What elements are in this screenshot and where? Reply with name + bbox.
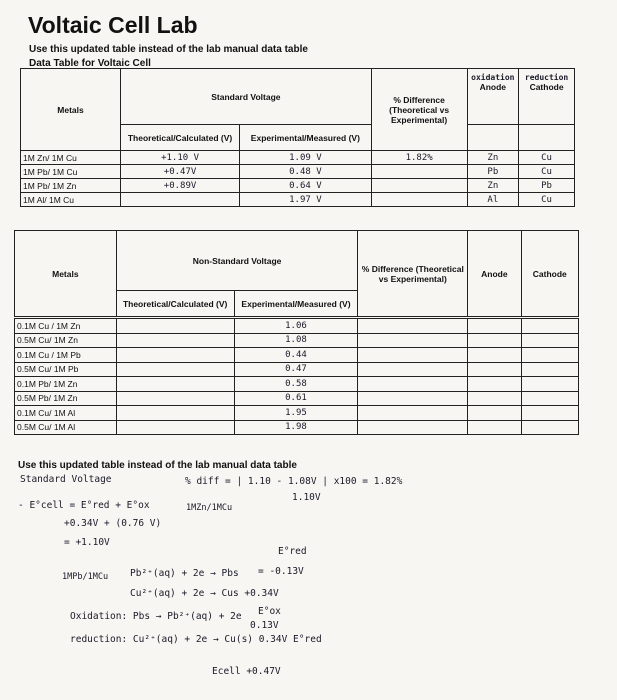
notes-diff-denominator: 1.10V xyxy=(292,492,321,503)
metals-cell: 1M Pb/ 1M Cu xyxy=(21,165,121,179)
anode-cell xyxy=(468,333,521,348)
cathode-header: Cathode xyxy=(521,231,578,317)
notes-ecell-line2: +0.34V + (0.76 V) xyxy=(64,518,162,529)
metals-cell: 1M Zn/ 1M Cu xyxy=(21,151,121,165)
notes-pb-equation: Pb²⁺(aq) + 2e → Pbs xyxy=(130,568,239,579)
notes-ered-label: E°red xyxy=(278,546,307,557)
experimental-cell: 1.09 V xyxy=(240,151,372,165)
anode-cell xyxy=(468,377,521,392)
experimental-cell: 1.08 xyxy=(234,333,358,348)
experimental-header: Experimental/Measured (V) xyxy=(234,291,358,317)
theoretical-cell xyxy=(116,362,234,377)
table-row xyxy=(21,193,575,207)
anode-cell: Pb xyxy=(467,165,519,179)
theoretical-cell xyxy=(116,333,234,348)
metals-cell: 0.5M Cu/ 1M Zn xyxy=(15,333,117,348)
table-row xyxy=(15,391,579,406)
difference-cell xyxy=(358,420,468,435)
notes-pb-value: = -0.13V xyxy=(258,566,304,577)
cathode-cell xyxy=(521,420,578,435)
notes-subtitle: Use this updated table instead of the lab manual data table xyxy=(18,460,297,471)
theoretical-cell xyxy=(116,391,234,406)
metals-cell: 1M Al/ 1M Cu xyxy=(21,193,121,207)
table-row xyxy=(15,333,579,348)
experimental-cell: 0.58 xyxy=(234,377,358,392)
anode-header xyxy=(467,69,519,125)
metals-cell: 0.5M Pb/ 1M Zn xyxy=(15,391,117,406)
theoretical-cell: +0.47V xyxy=(121,165,240,179)
cathode-cell: Pb xyxy=(519,179,575,193)
cathode-cell: Cu xyxy=(519,151,575,165)
experimental-cell: 0.47 xyxy=(234,362,358,377)
difference-cell xyxy=(358,406,468,421)
experimental-cell: 0.44 xyxy=(234,348,358,363)
cathode-cell xyxy=(521,391,578,406)
experimental-cell: 0.64 V xyxy=(240,179,372,193)
notes-ecell: - E°cell = E°red + E°ox xyxy=(18,500,150,511)
anode-blank xyxy=(467,125,519,151)
experimental-cell: 0.61 xyxy=(234,391,358,406)
cathode-cell xyxy=(521,348,578,363)
voltage-header: Standard Voltage xyxy=(121,69,372,125)
notes-pb-label: 1MPb/1MCu xyxy=(62,572,109,582)
difference-cell xyxy=(358,348,468,363)
non-standard-voltage-rows xyxy=(14,318,579,435)
notes-reduction: reduction: Cu²⁺(aq) + 2e → Cu(s) 0.34V E°red xyxy=(70,634,322,645)
difference-cell xyxy=(358,362,468,377)
subtitle-table-name: Data Table for Voltaic Cell xyxy=(29,58,151,69)
difference-header: % Difference (Theoretical vs Experimental) xyxy=(371,69,467,151)
notes-cu-equation: Cu²⁺(aq) + 2e → Cus +0.34V xyxy=(130,588,279,599)
table-row xyxy=(15,406,579,421)
metals-cell: 0.1M Cu / 1M Pb xyxy=(15,348,117,363)
reduction-note: reduction xyxy=(524,73,569,82)
cathode-cell xyxy=(521,362,578,377)
anode-cell xyxy=(468,362,521,377)
oxidation-note: oxidation xyxy=(471,73,515,82)
table-row xyxy=(15,319,579,334)
notes-ecell-label: 1MZn/1MCu xyxy=(186,503,233,513)
metals-cell: 0.1M Pb/ 1M Zn xyxy=(15,377,117,392)
notes-ox-value: 0.13V xyxy=(250,620,279,631)
anode-cell xyxy=(468,319,521,334)
non-standard-voltage-table xyxy=(14,230,579,317)
standard-voltage-table xyxy=(20,68,575,207)
cathode-cell xyxy=(521,377,578,392)
cathode-header xyxy=(519,69,575,125)
anode-cell xyxy=(468,391,521,406)
theoretical-cell xyxy=(116,406,234,421)
table-row xyxy=(15,348,579,363)
theoretical-cell xyxy=(116,348,234,363)
table-row xyxy=(21,179,575,193)
difference-cell xyxy=(358,333,468,348)
cathode-cell xyxy=(521,406,578,421)
experimental-cell: 1.98 xyxy=(234,420,358,435)
table-row xyxy=(15,420,579,435)
theoretical-cell xyxy=(116,377,234,392)
theoretical-cell xyxy=(116,319,234,334)
anode-cell xyxy=(468,348,521,363)
table-row xyxy=(15,362,579,377)
notes-oxidation: Oxidation: Pbs → Pb²⁺(aq) + 2e xyxy=(70,611,242,622)
notes-ox-label: E°ox xyxy=(258,606,281,617)
theoretical-cell: +0.89V xyxy=(121,179,240,193)
difference-header: % Difference (Theoretical vs Experimental) xyxy=(358,231,468,317)
theoretical-cell xyxy=(121,193,240,207)
anode-cell: Zn xyxy=(467,151,519,165)
experimental-cell: 1.06 xyxy=(234,319,358,334)
difference-cell xyxy=(358,319,468,334)
experimental-cell: 1.97 V xyxy=(240,193,372,207)
notes-standard-voltage: Standard Voltage xyxy=(20,474,112,485)
theoretical-cell xyxy=(116,420,234,435)
table-row xyxy=(15,377,579,392)
metals-cell: 0.1M Cu/ 1M Al xyxy=(15,406,117,421)
metals-cell: 0.1M Cu / 1M Zn xyxy=(15,319,117,334)
anode-label: Anode xyxy=(479,82,507,92)
metals-header: Metals xyxy=(15,231,117,317)
cathode-cell xyxy=(521,333,578,348)
cathode-cell: Cu xyxy=(519,165,575,179)
metals-cell: 1M Pb/ 1M Zn xyxy=(21,179,121,193)
difference-cell xyxy=(371,179,467,193)
voltage-header: Non-Standard Voltage xyxy=(116,231,358,291)
anode-cell: Al xyxy=(467,193,519,207)
anode-cell xyxy=(468,420,521,435)
metals-cell: 0.5M Cu/ 1M Al xyxy=(15,420,117,435)
difference-cell xyxy=(358,391,468,406)
theoretical-cell: +1.10 V xyxy=(121,151,240,165)
experimental-header: Experimental/Measured (V) xyxy=(240,125,372,151)
experimental-cell: 1.95 xyxy=(234,406,358,421)
cathode-blank xyxy=(519,125,575,151)
cathode-label: Cathode xyxy=(529,82,564,92)
theoretical-header: Theoretical/Calculated (V) xyxy=(116,291,234,317)
metals-header: Metals xyxy=(21,69,121,151)
experimental-cell: 0.48 V xyxy=(240,165,372,179)
table-row xyxy=(21,165,575,179)
anode-cell: Zn xyxy=(467,179,519,193)
difference-cell xyxy=(371,165,467,179)
difference-cell xyxy=(371,193,467,207)
subtitle-instructions: Use this updated table instead of the lab manual data table xyxy=(29,44,308,55)
metals-cell: 0.5M Cu/ 1M Pb xyxy=(15,362,117,377)
table-row xyxy=(21,151,575,165)
page-title: Voltaic Cell Lab xyxy=(28,12,198,38)
notes-diff-formula: % diff = | 1.10 - 1.08V | x100 = 1.82% xyxy=(185,476,403,487)
difference-cell: 1.82% xyxy=(371,151,467,165)
notes-ecell-final: Ecell +0.47V xyxy=(212,666,281,677)
notes-ecell-line3: = +1.10V xyxy=(64,537,110,548)
difference-cell xyxy=(358,377,468,392)
anode-cell xyxy=(468,406,521,421)
cathode-cell: Cu xyxy=(519,193,575,207)
anode-header: Anode xyxy=(468,231,521,317)
cathode-cell xyxy=(521,319,578,334)
theoretical-header: Theoretical/Calculated (V) xyxy=(121,125,240,151)
